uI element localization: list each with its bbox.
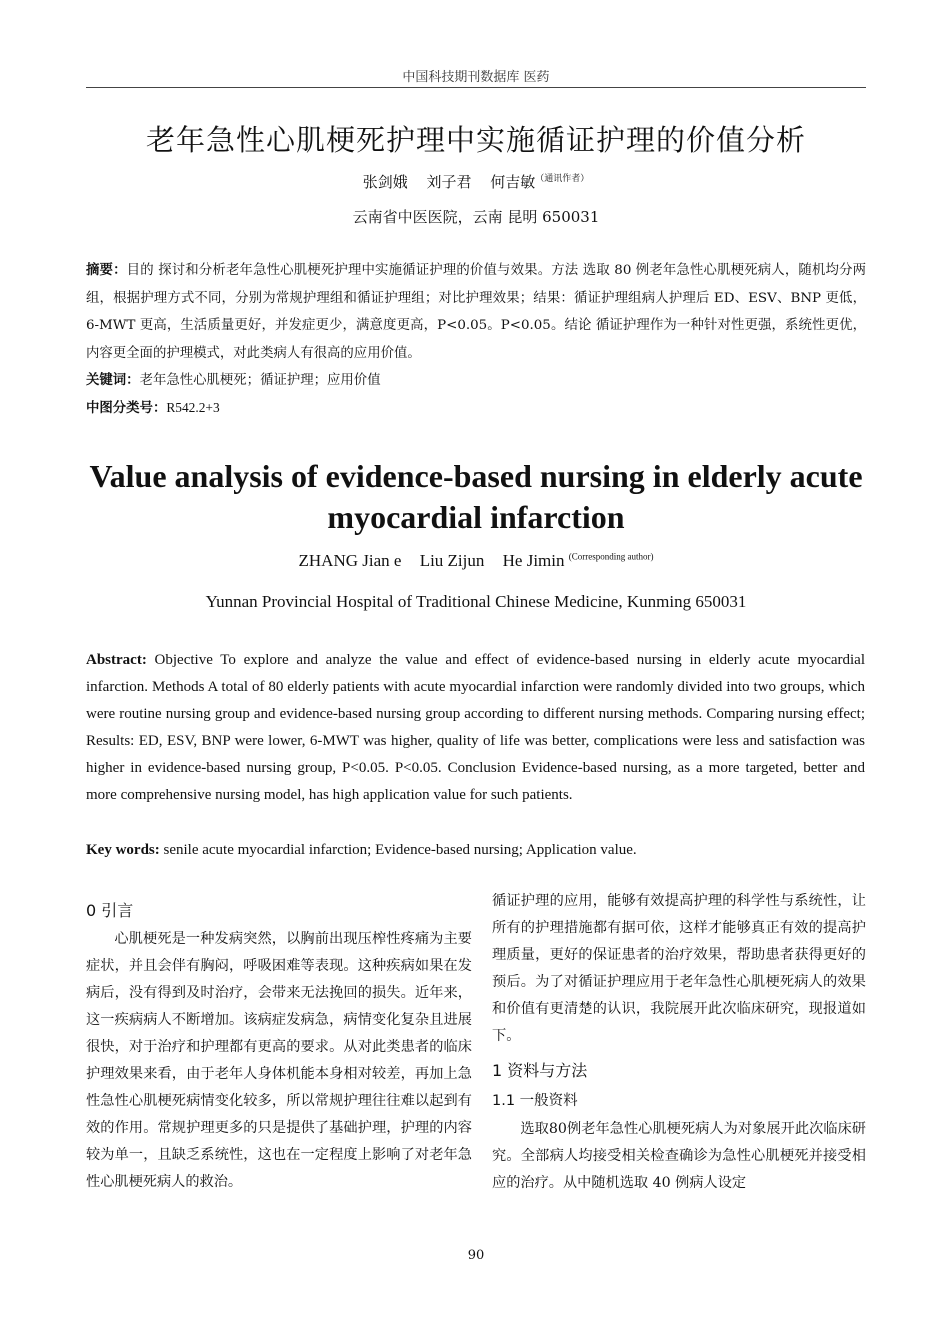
corresponding-mark: （通讯作者） — [535, 174, 590, 184]
en-abstract-text: Objective To explore and analyze the value and effect of evidence-based nursing in elderly acute myocardial infarction. Methods A total of 80 elderly patients with acute myocardial infarction were randomly divided into two groups, which were routine nursing group and evidence-based nursing group according to different nursing methods. Comparing nursing effect; Results: ED, ESV, BNP were lower, 6-MWT was higher, quality of life was better, complications were less and satisfaction was higher in evidence-based nursing group, P<0.05. P<0.05. Conclusion Evidence-based nursing, as a more targeted, better and more comprehensive nursing model, has high application value for such patients. — [86, 652, 866, 803]
classification-number — [86, 394, 866, 423]
abstract-label: 摘要： — [86, 263, 127, 278]
running-head: 中国科技期刊数据库 医药 — [402, 70, 550, 85]
author-3: 何吉敏 — [490, 173, 536, 191]
body-right-column — [492, 888, 866, 1197]
en-author-3: He Jimin — [502, 551, 565, 570]
en-author-2: Liu Zijun — [419, 551, 485, 570]
clc-text: R542.2+3 — [166, 400, 220, 415]
header-rule — [86, 87, 866, 88]
clc-label: 中图分类号： — [86, 401, 167, 416]
section-1-heading: 1 资料与方法 — [492, 1061, 588, 1080]
page-number: 90 — [467, 1248, 485, 1263]
en-abstract-label: Abstract: — [86, 652, 147, 668]
english-abstract — [86, 647, 865, 809]
chinese-title: 老年急性心肌梗死护理中实施循证护理的价值分析 — [145, 123, 806, 157]
chinese-abstract — [86, 257, 866, 367]
keywords-label: 关键词： — [86, 373, 140, 388]
section-1-1-paragraph: 选取80例老年急性心肌梗死病人为对象展开此次临床研究。全部病人均接受相关检查确诊为急性心肌梗死并接受相应的治疗。从中随机选取 40 例病人设定 — [492, 1121, 866, 1191]
chinese-authors — [86, 171, 866, 192]
keywords-text: 老年急性心肌梗死；循证护理；应用价值 — [139, 373, 381, 388]
body-left-column — [86, 896, 472, 1196]
en-author-1: ZHANG Jian e — [298, 551, 402, 570]
abstract-text: 目的 探讨和分析老年急性心肌梗死护理中实施循证护理的价值与效果。方法 选取 80 例老年急性心肌梗死病人，随机均分两组，根据护理方式不同，分别为常规护理组和循证护理组；对比护理效果；结果：循证护理组病人护理后 ED、ESV、BNP 更低，6-MWT 更高，生活质量更好，并发症更少，满意度更高，P<0.05。P<0.05。结论 循证护理作为一种针对性更强，系统性更优，内容更全面的护理模式，对此类病人有很高的应用价值。 — [86, 263, 867, 361]
section-0-heading: 0 引言 — [86, 901, 134, 920]
right-paragraph-1: 循证护理的应用，能够有效提高护理的科学性与系统性，让所有的护理措施都有据可依，这样才能够真正有效的提高护理质量，更好的保证患者的治疗效果，帮助患者获得更好的预后。为了对循证护理应用于老年急性心肌梗死病人的效果和价值有更清楚的认识，我院展开此次临床研究，现报道如下。 — [492, 893, 866, 1044]
en-keywords-label: Key words: — [86, 842, 160, 858]
english-title: Value analysis of evidence-based nursing in elderly acute myocardial infarction — [89, 458, 863, 535]
section-0-paragraph: 心肌梗死是一种发病突然，以胸前出现压榨性疼痛为主要症状，并且会伴有胸闷，呼吸困难等表现。这种疾病如果在发病后，没有得到及时治疗，会带来无法挽回的损失。近年来，这一疾病病人不断增加。该病症发病急，病情变化复杂且进展很快，对于治疗和护理都有更高的要求。从对此类患者的临床护理效果来看，由于老年人身体机能本身相对较差，再加上急性急性心肌梗死病情变化较多，所以常规护理往往难以起到有效的作用。常规护理更多的只是提供了基础护理，护理的内容较为单一，且缺乏系统性，这也在一定程度上影响了对老年急性心肌梗死病人的救治。 — [86, 931, 472, 1190]
chinese-affiliation: 云南省中医医院，云南 昆明 650031 — [352, 208, 600, 226]
author-2: 刘子君 — [426, 173, 472, 191]
english-keywords — [86, 837, 865, 864]
section-1-1-heading: 1.1 一般资料 — [492, 1093, 578, 1109]
chinese-keywords — [86, 367, 866, 395]
en-corresponding-mark: (Corresponding author) — [568, 551, 654, 562]
author-1: 张剑娥 — [362, 173, 408, 191]
english-authors — [86, 551, 866, 571]
english-affiliation: Yunnan Provincial Hospital of Traditional Chinese Medicine, Kunming 650031 — [205, 592, 747, 611]
en-keywords-text: senile acute myocardial infarction; Evidence-based nursing; Application value. — [163, 842, 637, 858]
